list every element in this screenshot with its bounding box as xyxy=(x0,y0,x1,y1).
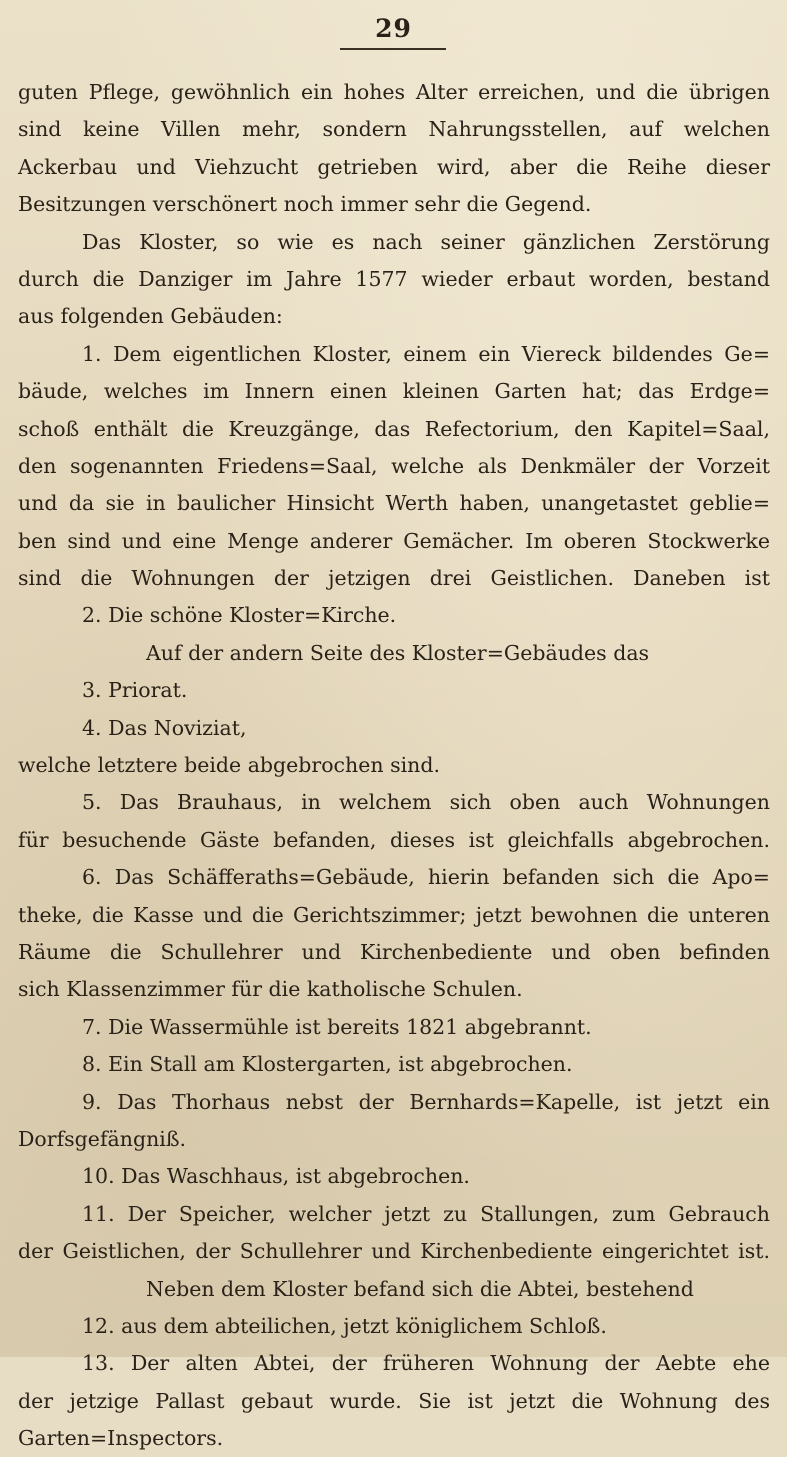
body-text xyxy=(18,74,770,1457)
text-line: 12. aus dem abteilichen, jetzt königlichem Schloß. xyxy=(82,1313,607,1338)
text-line: 9. Das Thorhaus nebst der Bernhards=Kapelle, ist jetzt ein xyxy=(82,1089,770,1114)
text-line: den sogenannten Friedens=Saal, welche als Denkmäler der Vorzeit xyxy=(18,453,770,478)
text-line: Garten=Inspectors. xyxy=(18,1426,224,1451)
text-line: sind die Wohnungen der jetzigen drei Geistlichen. Daneben ist xyxy=(18,566,770,591)
text-line: 11. Der Speicher, welcher jetzt zu Stallungen, zum Gebrauch xyxy=(82,1201,770,1226)
header-rule xyxy=(340,48,446,50)
text-line: für besuchende Gäste befanden, dieses ist gleichfalls abgebrochen. xyxy=(18,827,770,852)
text-line: der Geistlichen, der Schullehrer und Kirchenbediente eingerichtet ist. xyxy=(18,1239,770,1264)
text-line: 4. Das Noviziat, xyxy=(82,715,247,740)
text-line: Das Kloster, so wie es nach seiner gänzlichen Zerstörung xyxy=(82,229,770,254)
text-line: 2. Die schöne Kloster=Kirche. xyxy=(82,603,397,628)
text-line: 3. Priorat. xyxy=(82,678,188,703)
text-line: und da sie in baulicher Hinsicht Werth haben, unangetastet geblie= xyxy=(18,491,770,516)
text-line: theke, die Kasse und die Gerichtszimmer; jetzt bewohnen die unteren xyxy=(18,902,770,927)
text-line: 8. Ein Stall am Klostergarten, ist abgebrochen. xyxy=(82,1052,573,1077)
text-line: durch die Danziger im Jahre 1577 wieder erbaut worden, bestand xyxy=(18,266,770,291)
text-line: Auf der andern Seite des Kloster=Gebäudes das xyxy=(146,640,650,665)
text-line: 10. Das Waschhaus, ist abgebrochen. xyxy=(82,1164,470,1189)
text-line: schoß enthält die Kreuzgänge, das Refectorium, den Kapitel=Saal, xyxy=(18,416,770,441)
text-line: 5. Das Brauhaus, in welchem sich oben auch Wohnungen xyxy=(82,790,770,815)
text-line: welche letztere beide abgebrochen sind. xyxy=(18,753,441,778)
text-line: sind keine Villen mehr, sondern Nahrungsstellen, auf welchen xyxy=(18,117,770,142)
text-line: Räume die Schullehrer und Kirchenbediente und oben befinden xyxy=(18,939,770,964)
text-line: sich Klassenzimmer für die katholische Schulen. xyxy=(18,977,523,1002)
text-line: 1. Dem eigentlichen Kloster, einem ein Viereck bildendes Ge= xyxy=(82,341,770,366)
text-line: Dorfsgefängniß. xyxy=(18,1126,187,1151)
text-line: ben sind und eine Menge anderer Gemächer. Im oberen Stockwerke xyxy=(18,528,770,553)
text-line: 7. Die Wassermühle ist bereits 1821 abgebrannt. xyxy=(82,1014,592,1039)
text-line: Ackerbau und Viehzucht getrieben wird, aber die Reihe dieser xyxy=(18,154,770,179)
text-line: 13. Der alten Abtei, der früheren Wohnung der Aebte ehe xyxy=(82,1351,770,1376)
text-line: Neben dem Kloster befand sich die Abtei, bestehend xyxy=(146,1276,694,1301)
text-line: 6. Das Schäfferaths=Gebäude, hierin befanden sich die Apo= xyxy=(82,865,770,890)
text-line: der jetzige Pallast gebaut wurde. Sie ist jetzt die Wohnung des xyxy=(18,1388,770,1413)
text-line: Besitzungen verschönert noch immer sehr die Gegend. xyxy=(18,192,592,217)
page-number: 29 xyxy=(375,14,412,43)
text-line: bäude, welches im Innern einen kleinen Garten hat; das Erdge= xyxy=(18,379,770,404)
text-line: guten Pflege, gewöhnlich ein hohes Alter erreichen, und die übrigen xyxy=(18,80,770,104)
text-line: aus folgenden Gebäuden: xyxy=(18,304,283,329)
